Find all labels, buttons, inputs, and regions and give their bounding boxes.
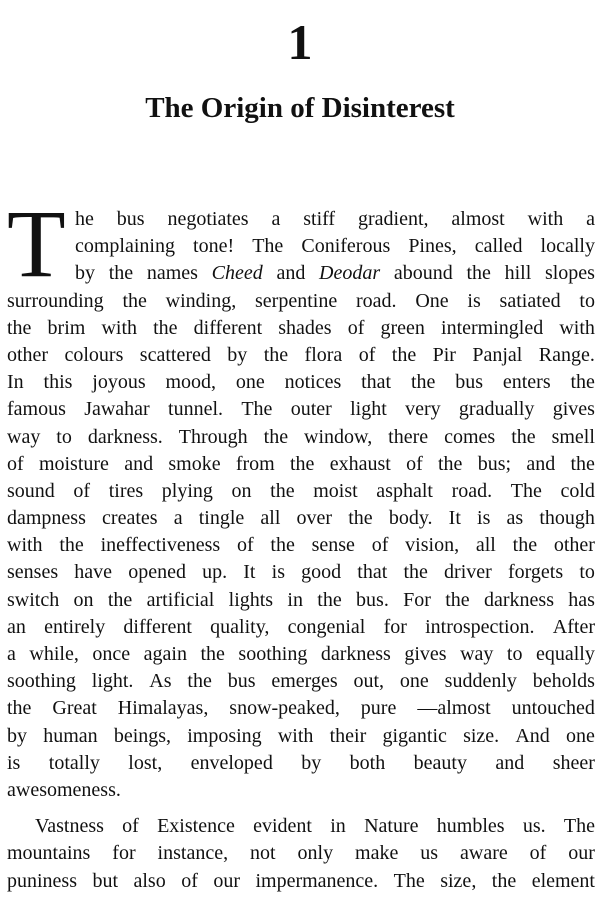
word: equally xyxy=(536,643,595,665)
word: and xyxy=(124,452,154,475)
word: Pines, xyxy=(408,235,457,258)
word: to xyxy=(56,425,72,448)
text-line xyxy=(7,813,595,840)
word: all xyxy=(260,507,281,530)
word: tingle xyxy=(198,507,245,530)
word: a xyxy=(7,643,16,665)
word: in xyxy=(330,815,346,838)
word: The xyxy=(241,398,273,421)
word: by xyxy=(75,262,95,285)
word: lights xyxy=(228,588,274,611)
word: flora xyxy=(304,343,343,366)
word: only xyxy=(297,842,334,865)
word: The xyxy=(563,815,595,838)
word: to xyxy=(579,289,595,312)
word: to xyxy=(506,643,523,665)
chapter-number: 1 xyxy=(287,14,313,70)
word: of xyxy=(347,316,365,339)
word: all xyxy=(475,534,496,557)
word: though xyxy=(539,507,595,530)
word: of xyxy=(529,842,547,865)
word: tunnel. xyxy=(168,398,224,421)
word: again xyxy=(143,643,187,665)
text-line xyxy=(7,260,595,287)
word: a xyxy=(173,507,183,530)
word: has xyxy=(568,588,595,611)
word: the xyxy=(290,452,315,475)
word: lost, xyxy=(128,751,163,774)
word: Vastness xyxy=(35,815,104,838)
word: way xyxy=(460,643,494,665)
word: the xyxy=(270,534,295,557)
word: the xyxy=(7,316,32,339)
word: brim xyxy=(47,316,86,339)
word: impermanence. xyxy=(255,869,379,892)
word: serpentine xyxy=(255,289,338,312)
text-line xyxy=(7,478,595,505)
word: mood, xyxy=(165,371,217,394)
word: Coniferous xyxy=(301,235,391,258)
text-line xyxy=(7,641,595,668)
word: asphalt xyxy=(376,479,433,502)
word: humbles xyxy=(436,815,505,838)
word: once xyxy=(92,643,131,665)
word: called xyxy=(474,235,523,258)
text-line xyxy=(7,206,595,233)
word: by xyxy=(7,724,27,747)
text-line xyxy=(7,840,595,867)
word: window, xyxy=(304,425,373,448)
word: Existence xyxy=(157,815,235,838)
word: The xyxy=(510,479,542,502)
word: notices xyxy=(284,371,342,394)
text-line xyxy=(7,233,595,260)
word: One xyxy=(415,289,449,312)
word: colours xyxy=(64,343,124,366)
word: joyous xyxy=(92,371,146,394)
word: gradient, xyxy=(357,208,429,230)
word: soothing xyxy=(7,670,76,693)
text-line xyxy=(7,532,595,559)
word: body. xyxy=(388,507,433,530)
word: cold xyxy=(560,479,595,502)
word: Panjal xyxy=(472,343,523,366)
word: while, xyxy=(29,643,79,665)
word: is xyxy=(7,751,21,774)
word: with xyxy=(7,534,43,557)
word: quality, xyxy=(210,615,270,638)
word: size. xyxy=(463,724,500,747)
word: other xyxy=(553,534,595,557)
word: enveloped xyxy=(190,751,273,774)
word: for xyxy=(112,842,136,865)
word: of xyxy=(181,869,198,892)
text-line xyxy=(7,750,595,777)
word: the xyxy=(153,316,178,339)
word: over xyxy=(296,507,333,530)
word: the xyxy=(570,371,595,394)
word: comes xyxy=(444,425,496,448)
word: as xyxy=(506,507,524,530)
word: this xyxy=(43,371,73,394)
word: suddenly xyxy=(444,670,517,693)
word: way xyxy=(7,425,41,448)
word: there xyxy=(388,425,429,448)
word: negotiates xyxy=(167,208,249,230)
word: also xyxy=(133,869,166,892)
word: exhaust xyxy=(329,452,391,475)
word: bus; xyxy=(477,452,512,475)
word: moist xyxy=(313,479,358,502)
word: with xyxy=(559,316,595,339)
word: bus xyxy=(116,208,145,230)
word: sense xyxy=(311,534,355,557)
word: of xyxy=(358,343,376,366)
word: introspection. xyxy=(425,615,535,638)
text-line xyxy=(7,288,595,315)
word: and xyxy=(276,262,306,285)
word: After xyxy=(552,615,595,638)
word: that xyxy=(361,371,392,394)
word: the xyxy=(108,262,134,285)
word: gives xyxy=(404,643,447,665)
word: smell xyxy=(551,425,595,448)
word: but xyxy=(92,869,119,892)
word: of xyxy=(371,534,389,557)
word: totally xyxy=(48,751,100,774)
word: element xyxy=(531,869,595,892)
word: up. xyxy=(202,561,228,584)
word: plying xyxy=(161,479,213,502)
word: light xyxy=(350,398,387,421)
word: the xyxy=(200,643,225,665)
text-line xyxy=(7,723,595,750)
word: of xyxy=(406,452,423,475)
word: entirely xyxy=(44,615,106,638)
word: on xyxy=(231,479,252,502)
word: one xyxy=(235,371,265,394)
word: light. xyxy=(91,670,134,693)
word: the xyxy=(438,452,463,475)
word: darkness xyxy=(484,588,554,611)
word: The xyxy=(252,235,284,258)
text-line xyxy=(7,868,595,895)
word: of xyxy=(122,815,139,838)
word: It xyxy=(243,561,256,584)
word: the xyxy=(445,588,470,611)
drop-cap: T xyxy=(7,190,66,297)
text-line xyxy=(7,342,595,369)
word: Nature xyxy=(364,815,419,838)
word: different xyxy=(123,615,192,638)
word: complaining xyxy=(75,235,175,258)
word: make xyxy=(355,842,399,865)
word: with xyxy=(527,208,564,230)
word: both xyxy=(349,751,386,774)
word: driver xyxy=(444,561,492,584)
word: smoke xyxy=(168,452,221,475)
chapter-title: The Origin of Disinterest xyxy=(145,92,455,124)
word: intermingled xyxy=(441,316,544,339)
word: sound xyxy=(7,479,55,502)
word: green xyxy=(380,316,425,339)
word: is xyxy=(477,507,491,530)
word: the xyxy=(270,479,295,502)
word: snow-peaked, xyxy=(229,697,340,720)
word: is xyxy=(467,289,481,312)
word: almost xyxy=(451,208,505,230)
word: the xyxy=(263,425,289,448)
word: Through xyxy=(178,425,248,448)
word: locally xyxy=(540,235,595,258)
word: out, xyxy=(353,670,385,693)
word: their xyxy=(329,724,367,747)
text-line xyxy=(7,315,595,342)
word: for xyxy=(383,615,407,638)
word: is xyxy=(271,561,285,584)
word: instance, xyxy=(157,842,229,865)
word: imposing xyxy=(187,724,262,747)
word: the xyxy=(122,289,147,312)
word: different xyxy=(193,316,263,339)
word: Pir xyxy=(432,343,456,366)
word: the xyxy=(491,869,517,892)
word: stiff xyxy=(303,208,336,230)
word: gigantic xyxy=(382,724,447,747)
word: road. xyxy=(451,479,493,502)
word: bus xyxy=(227,670,256,693)
word: that xyxy=(357,561,388,584)
word: us xyxy=(420,842,439,865)
word: by xyxy=(301,751,322,774)
chapter-body xyxy=(7,190,595,895)
word: scattered xyxy=(139,343,211,366)
word: the xyxy=(263,343,289,366)
text-line xyxy=(7,777,595,804)
text-line xyxy=(7,668,595,695)
word: very xyxy=(405,398,441,421)
word: slopes xyxy=(544,262,595,285)
word: the xyxy=(59,534,84,557)
text-line xyxy=(7,587,595,614)
word: surrounding xyxy=(7,289,104,312)
word: darkness xyxy=(320,643,391,665)
word: the xyxy=(570,452,595,475)
word: of xyxy=(7,452,24,475)
word: one xyxy=(399,670,429,693)
italic-word: Cheed xyxy=(211,262,263,285)
word: a xyxy=(586,208,595,230)
word: famous xyxy=(7,398,66,421)
word: the xyxy=(512,534,538,557)
word: of xyxy=(236,534,254,557)
word: names xyxy=(146,262,198,285)
word: artificial xyxy=(146,588,215,611)
word: beings, xyxy=(113,724,172,747)
word: pure xyxy=(360,697,397,720)
word: the xyxy=(391,343,417,366)
word: switch xyxy=(7,588,60,611)
word: Range. xyxy=(538,343,595,366)
word: hill xyxy=(504,262,532,285)
word: As xyxy=(149,670,172,693)
word: moisture xyxy=(38,452,109,475)
word: size, xyxy=(440,869,477,892)
word: senses xyxy=(7,561,59,584)
word: aware xyxy=(460,842,508,865)
word: For xyxy=(403,588,431,611)
word: And xyxy=(515,724,550,747)
text-line xyxy=(7,559,595,586)
word: Himalayas, xyxy=(117,697,209,720)
word: winding, xyxy=(165,289,237,312)
word: other xyxy=(7,343,49,366)
word: our xyxy=(568,842,595,865)
word: the xyxy=(511,425,536,448)
word: human xyxy=(43,724,98,747)
word: from xyxy=(235,452,275,475)
word: bus xyxy=(455,371,484,394)
word: opened xyxy=(128,561,186,584)
word: the xyxy=(348,507,373,530)
word: in xyxy=(287,588,303,611)
word: and xyxy=(495,751,525,774)
word: In xyxy=(7,371,24,394)
word: not xyxy=(250,842,276,865)
text-line xyxy=(7,396,595,423)
word: an xyxy=(7,615,26,638)
word: the xyxy=(466,262,491,285)
word: by xyxy=(227,343,248,366)
word: puniness xyxy=(7,869,77,892)
word: The xyxy=(393,869,425,892)
paragraph xyxy=(7,813,595,895)
word: good xyxy=(301,561,342,584)
word: the xyxy=(187,670,212,693)
word: with xyxy=(277,724,314,747)
word: beholds xyxy=(532,670,595,693)
word: Jawahar xyxy=(84,398,150,421)
word: the xyxy=(403,561,428,584)
word: Great xyxy=(52,697,97,720)
word: outer xyxy=(290,398,332,421)
word: creates xyxy=(102,507,158,530)
word: gives xyxy=(552,398,595,421)
word: vision, xyxy=(405,534,460,557)
word: awesomeness. xyxy=(7,778,121,801)
text-line xyxy=(7,614,595,641)
word: gradually xyxy=(458,398,535,421)
word: road. xyxy=(355,289,397,312)
word: —almost xyxy=(417,697,491,720)
word: one xyxy=(566,724,595,747)
word: ineffectiveness xyxy=(100,534,221,557)
word: enters xyxy=(502,371,551,394)
word: tires xyxy=(108,479,144,502)
word: the xyxy=(107,588,133,611)
word: the xyxy=(410,371,436,394)
word: sheer xyxy=(552,751,595,774)
word: forgets xyxy=(507,561,564,584)
word: emerges xyxy=(271,670,338,693)
word: untouched xyxy=(511,697,595,720)
word: the xyxy=(7,697,32,720)
word: he xyxy=(75,208,94,230)
paragraph xyxy=(7,206,595,804)
word: bus. xyxy=(356,588,389,611)
text-line xyxy=(7,424,595,451)
text-line xyxy=(7,369,595,396)
word: soothing xyxy=(238,643,308,665)
word: beauty xyxy=(413,751,467,774)
text-line xyxy=(7,451,595,478)
italic-word: Deodar xyxy=(319,262,381,285)
word: abound xyxy=(393,262,453,285)
word: darkness. xyxy=(87,425,163,448)
word: with xyxy=(101,316,137,339)
word: on xyxy=(73,588,94,611)
word: have xyxy=(74,561,113,584)
word: satiated xyxy=(499,289,561,312)
word: and xyxy=(526,452,556,475)
word: to xyxy=(579,561,595,584)
word: the xyxy=(317,588,342,611)
word: evident xyxy=(253,815,312,838)
word: shades xyxy=(278,316,332,339)
word: of xyxy=(73,479,91,502)
word: our xyxy=(213,869,240,892)
text-line xyxy=(7,695,595,722)
word: dampness xyxy=(7,507,86,530)
word: us. xyxy=(522,815,546,838)
word: It xyxy=(448,507,461,530)
word: a xyxy=(271,208,281,230)
word: congenial xyxy=(287,615,366,638)
text-line xyxy=(7,505,595,532)
word: mountains xyxy=(7,842,91,865)
word: tone! xyxy=(193,235,235,258)
